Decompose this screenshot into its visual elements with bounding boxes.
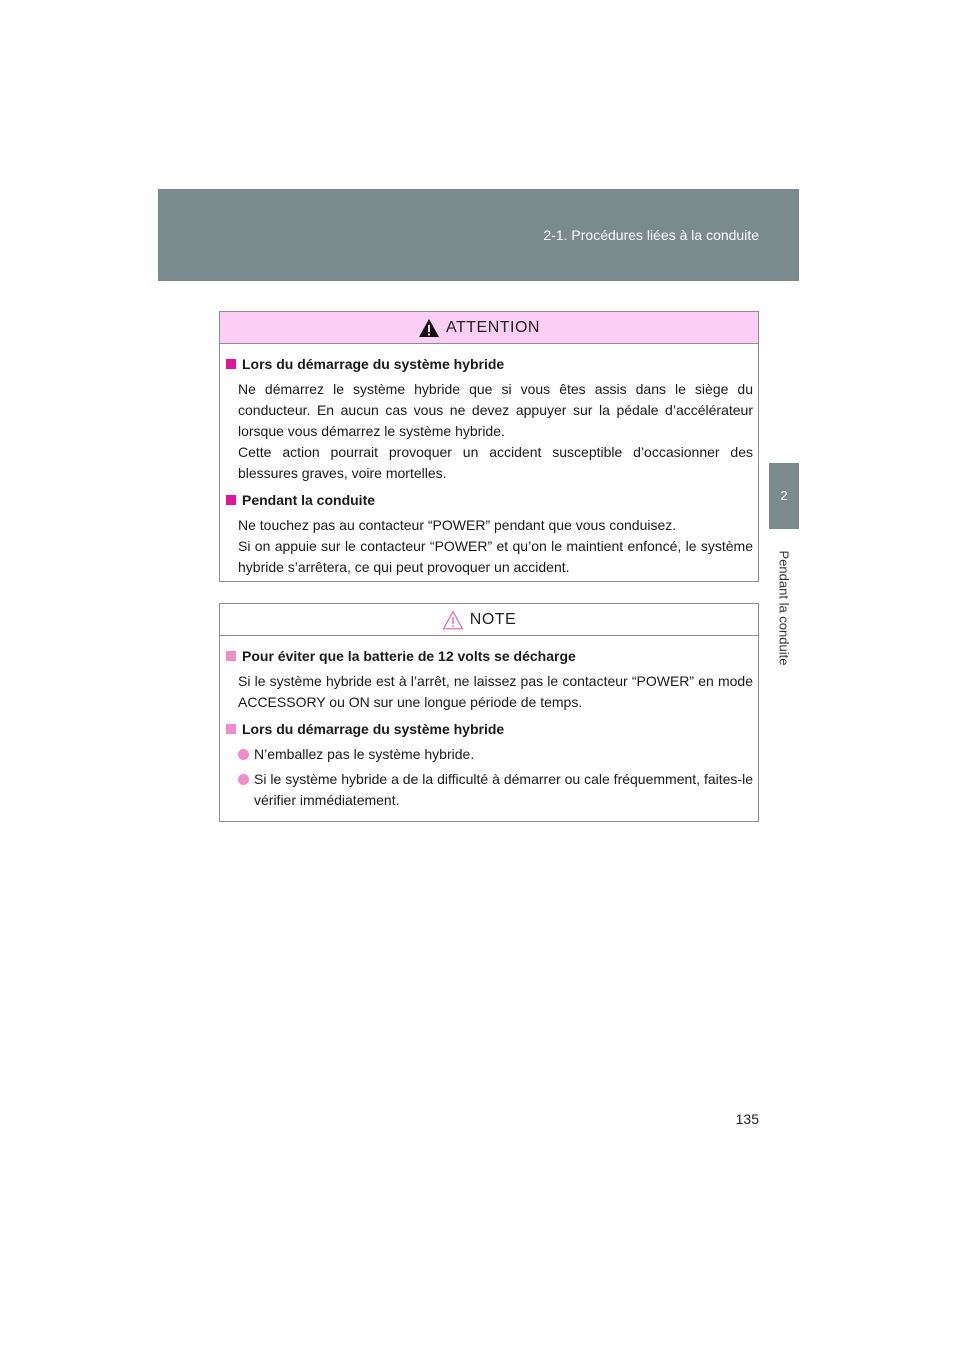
item-paragraph: Si on appuie sur le contacteur “POWER” et qu’on le maintient enfoncé, le système hybride s’arrêtera, ce qui peut provoquer un accident. [238,538,753,575]
note-item [225,646,753,713]
item-title: Pendant la conduite [242,492,376,508]
attention-item [225,354,753,484]
list-item [225,769,753,811]
item-paragraph: Cette action pourrait provoquer un accident susceptible d’occasionner des blessures graves, voire mortelles. [238,444,753,481]
section-title: 2-1. Procédures liées à la conduite [543,227,759,243]
attention-item [225,490,753,578]
caution-icon [442,610,464,630]
chapter-label-text: Pendant la conduite [776,550,792,666]
attention-box [219,311,759,582]
page-number: 135 [735,1111,759,1127]
square-bullet-icon [226,359,236,369]
square-bullet-icon [226,651,236,661]
item-paragraph: Ne démarrez le système hybride que si vous êtes assis dans le siège du conducteur. En aucun cas vous ne devez appuyer sur la pédale d’accélérateur lorsque vous démarrez le système hybride. [238,381,753,439]
header-bar [158,189,799,281]
square-bullet-icon [226,724,236,734]
square-bullet-icon [226,495,236,505]
note-header [220,604,758,636]
item-title: Lors du démarrage du système hybride [242,721,505,737]
item-title: Lors du démarrage du système hybride [242,356,505,372]
chapter-label [769,538,799,678]
item-title: Pour éviter que la batterie de 12 volts se décharge [242,648,576,664]
circle-bullet-icon [238,774,249,785]
list-item-text: Si le système hybride a de la difficulté à démarrer ou cale fréquemment, faites-le vérifier immédiatement. [254,771,753,808]
note-box [219,603,759,822]
list-item-text: N’emballez pas le système hybride. [254,746,475,762]
warning-icon [418,318,440,338]
item-paragraph: Ne touchez pas au contacteur “POWER” pendant que vous conduisez. [238,517,677,533]
note-item [225,719,753,811]
item-paragraph: Si le système hybride est à l’arrêt, ne laissez pas le contacteur “POWER” en mode ACCESSORY ou ON sur une longue période de temps. [238,673,753,710]
chapter-tab: 2 [769,463,799,529]
circle-bullet-icon [238,749,249,760]
attention-header [220,312,758,344]
list-item [225,744,753,765]
attention-heading: ATTENTION [446,318,540,336]
note-heading: NOTE [469,610,517,628]
